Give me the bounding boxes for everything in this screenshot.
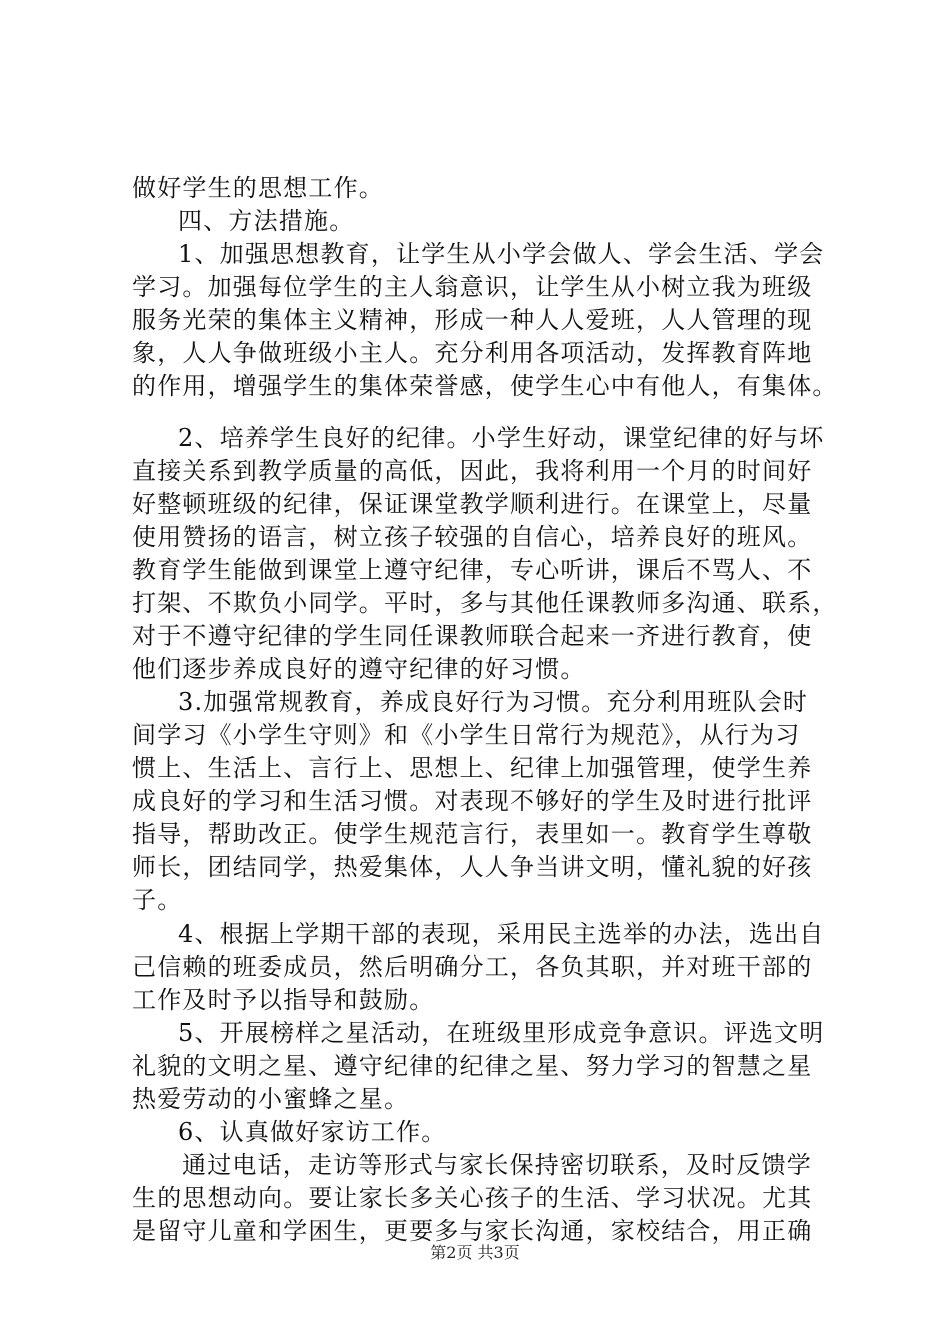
text-line: 服务光荣的集体主义精神，形成一种人人爱班，人人管理的现 — [132, 306, 813, 334]
text-line: 对于不遵守纪律的学生同任课教师联合起来一齐进行教育，使 — [132, 622, 813, 650]
text-line: 5、开展榜样之星活动，在班级里形成竞争意识。评选文明 — [178, 1019, 825, 1047]
page-number-footer: 第2页 共3页 — [430, 1243, 520, 1262]
text-line: 惯上、生活上、言行上、思想上、纪律上加强管理，使学生养 — [132, 754, 813, 782]
text-line: 他们逐步养成良好的遵守纪律的好习惯。 — [132, 655, 586, 683]
text-line: 学习。加强每位学生的主人翁意识，让学生从小树立我为班级 — [132, 273, 813, 301]
text-line: 礼貌的文明之星、遵守纪律的纪律之星、努力学习的智慧之星 — [132, 1052, 813, 1080]
text-line: 打架、不欺负小同学。平时，多与其他任课教师多沟通、联系， — [132, 589, 838, 617]
text-line: 师长，团结同学，热爱集体，人人争当讲文明，懂礼貌的好孩 — [132, 853, 813, 881]
text-line: 2、培养学生良好的纪律。小学生好动，课堂纪律的好与坏 — [178, 424, 825, 452]
text-line: 工作及时予以指导和鼓励。 — [132, 986, 435, 1014]
text-line: 4、根据上学期干部的表现，采用民主选举的办法，选出自 — [178, 920, 825, 948]
text-line: 好整顿班级的纪律，保证课堂教学顺利进行。在课堂上，尽量 — [132, 490, 813, 518]
text-line: 通过电话，走访等形式与家长保持密切联系，及时反馈学 — [182, 1151, 812, 1179]
text-line: 直接关系到教学质量的高低，因此，我将利用一个月的时间好 — [132, 457, 813, 485]
text-line: 做好学生的思想工作。 — [132, 174, 384, 202]
text-line: 象，人人争做班级小主人。充分利用各项活动，发挥教育阵地 — [132, 339, 813, 367]
text-line: 使用赞扬的语言，树立孩子较强的自信心，培养良好的班风。 — [132, 523, 813, 551]
text-line: 教育学生能做到课堂上遵守纪律，专心听讲，课后不骂人、不 — [132, 556, 813, 584]
text-line: 生的思想动向。要让家长多关心孩子的生活、学习状况。尤其 — [132, 1184, 813, 1212]
text-line: 指导，帮助改正。使学生规范言行，表里如一。教育学生尊敬 — [132, 820, 813, 848]
text-line: 间学习《小学生守则》和《小学生日常行为规范》，从行为习 — [132, 721, 801, 749]
text-line: 子。 — [132, 886, 183, 914]
text-line: 成良好的学习和生活习惯。对表现不够好的学生及时进行批评 — [132, 787, 813, 815]
text-line: 四、方法措施。 — [178, 207, 355, 235]
text-line: 热爱劳动的小蜜蜂之星。 — [132, 1085, 410, 1113]
text-line: 1、加强思想教育，让学生从小学会做人、学会生活、学会 — [178, 240, 825, 268]
text-line: 3.加强常规教育，养成良好行为习惯。充分利用班队会时 — [178, 688, 809, 716]
text-line: 己信赖的班委成员，然后明确分工，各负其职，并对班干部的 — [132, 953, 813, 981]
text-line: 是留守儿童和学困生，更要多与家长沟通，家校结合，用正确 — [132, 1217, 813, 1245]
text-line: 6、认真做好家访工作。 — [178, 1118, 447, 1146]
text-line: 的作用，增强学生的集体荣誉感，使学生心中有他人，有集体。 — [132, 372, 838, 400]
